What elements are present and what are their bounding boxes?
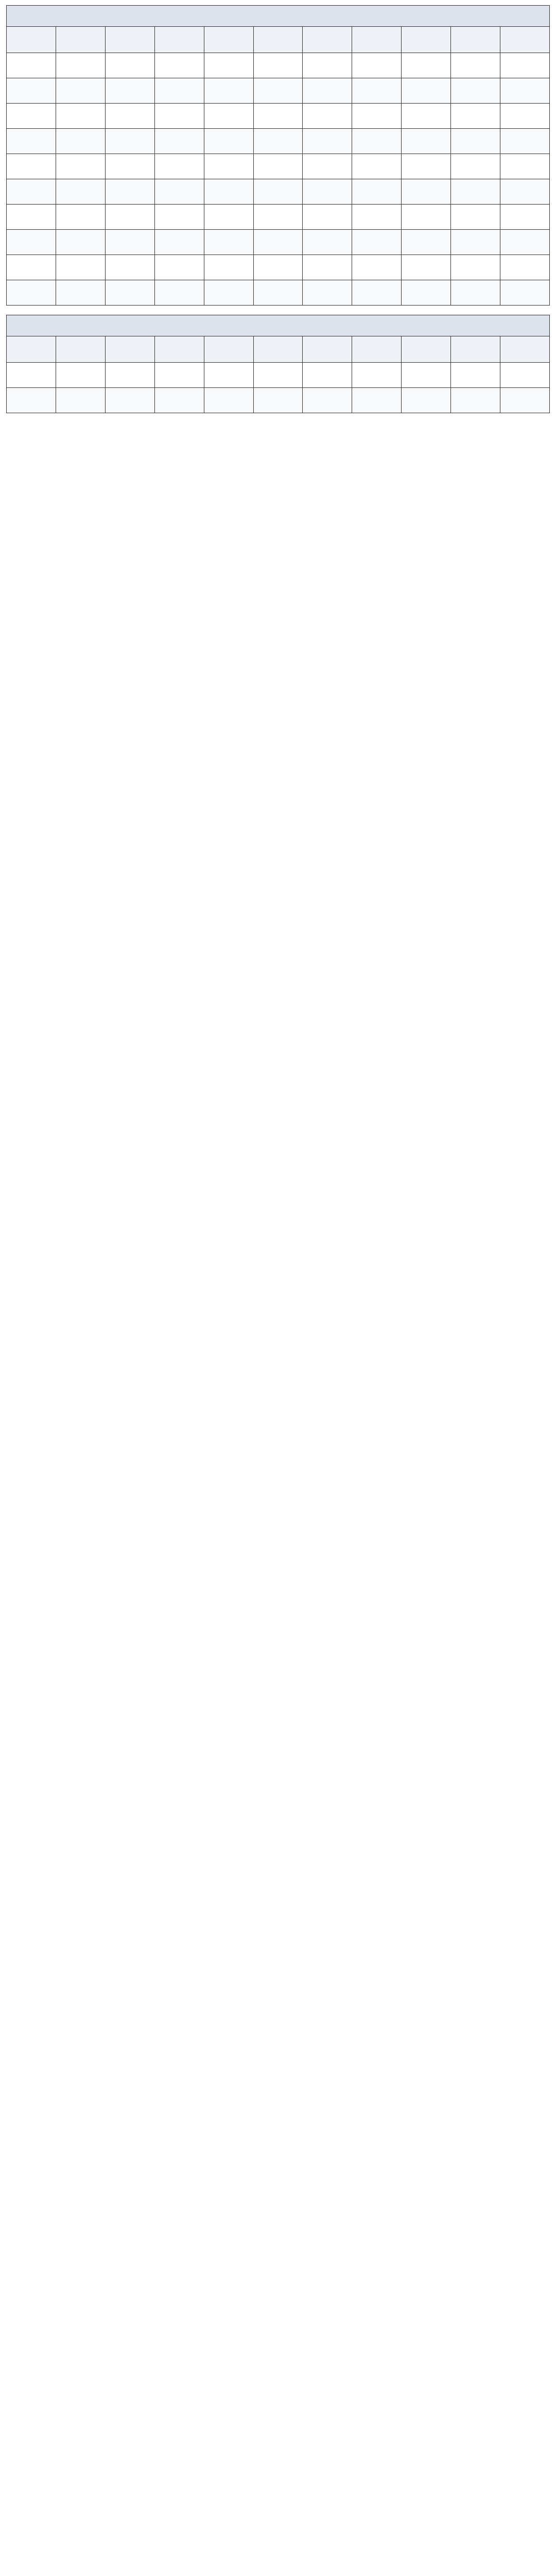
table-cell — [105, 280, 154, 306]
table-cell — [352, 230, 402, 255]
column-header — [7, 27, 56, 53]
table-cell — [303, 78, 352, 104]
table-row — [7, 230, 550, 255]
table-cell — [500, 388, 550, 413]
table-cell — [402, 78, 451, 104]
table-cell — [7, 104, 56, 129]
table-cell — [303, 179, 352, 205]
table-cell — [500, 255, 550, 280]
table-cell — [451, 154, 500, 179]
table-cell — [204, 154, 253, 179]
table-cell — [451, 388, 500, 413]
table-row — [7, 154, 550, 179]
column-header — [303, 27, 352, 53]
table-cell — [253, 205, 303, 230]
table-cell — [56, 230, 105, 255]
table-cell — [303, 363, 352, 388]
table-cell — [402, 230, 451, 255]
column-header — [500, 27, 550, 53]
column-header — [204, 27, 253, 53]
table-row — [7, 363, 550, 388]
table-cell — [500, 78, 550, 104]
table-cell — [154, 230, 204, 255]
table-cell — [451, 179, 500, 205]
table-header-row — [7, 27, 550, 53]
table-cell — [105, 154, 154, 179]
table-cell — [500, 129, 550, 154]
table-cell — [204, 104, 253, 129]
column-header — [303, 336, 352, 363]
table-cell — [352, 129, 402, 154]
table-cell — [253, 104, 303, 129]
table-cell — [7, 255, 56, 280]
table-cell — [154, 255, 204, 280]
table-cell — [352, 363, 402, 388]
table-row — [7, 388, 550, 413]
table-cell — [402, 363, 451, 388]
table-cell — [402, 104, 451, 129]
table-cell — [154, 388, 204, 413]
table-cell — [402, 179, 451, 205]
table-cell — [7, 78, 56, 104]
table-cell — [105, 205, 154, 230]
table-cell — [105, 78, 154, 104]
column-header — [253, 336, 303, 363]
table-row — [7, 179, 550, 205]
table-cell — [154, 78, 204, 104]
document-page — [0, 0, 556, 428]
table-cell — [56, 255, 105, 280]
table-cell — [402, 255, 451, 280]
table-cell — [7, 363, 56, 388]
table-cell — [253, 154, 303, 179]
data-table — [6, 26, 550, 306]
table-cell — [56, 104, 105, 129]
column-header — [105, 336, 154, 363]
table-cell — [352, 78, 402, 104]
table-cell — [303, 280, 352, 306]
table-cell — [500, 205, 550, 230]
table-cell — [402, 388, 451, 413]
table-cell — [402, 129, 451, 154]
table-cell — [303, 230, 352, 255]
table-cell — [154, 363, 204, 388]
table-cell — [451, 104, 500, 129]
table-title — [6, 5, 550, 26]
table-cell — [7, 388, 56, 413]
table-cell — [105, 363, 154, 388]
table-header-row — [7, 336, 550, 363]
table-cell — [352, 104, 402, 129]
table-cell — [303, 129, 352, 154]
table-cell — [352, 205, 402, 230]
table-cell — [204, 388, 253, 413]
table-cell — [253, 78, 303, 104]
column-header — [56, 336, 105, 363]
table-title — [6, 315, 550, 336]
column-header — [7, 336, 56, 363]
table-cell — [7, 230, 56, 255]
table-cell — [253, 255, 303, 280]
table-cell — [451, 255, 500, 280]
table-row — [7, 129, 550, 154]
table-cell — [352, 388, 402, 413]
table-cell — [352, 179, 402, 205]
table-cell — [56, 129, 105, 154]
table-cell — [253, 230, 303, 255]
column-header — [402, 27, 451, 53]
table-cell — [204, 363, 253, 388]
table-cell — [352, 280, 402, 306]
table-cell — [204, 78, 253, 104]
table-cell — [154, 154, 204, 179]
table-cell — [253, 179, 303, 205]
table-cell — [253, 388, 303, 413]
table-cell — [56, 78, 105, 104]
table-cell — [154, 104, 204, 129]
table-cell — [402, 205, 451, 230]
table-cell — [105, 388, 154, 413]
table-cell — [56, 53, 105, 78]
table-row — [7, 255, 550, 280]
table-cell — [451, 129, 500, 154]
table-cell — [303, 53, 352, 78]
table-cell — [56, 205, 105, 230]
table-row — [7, 205, 550, 230]
table-cell — [56, 280, 105, 306]
data-table — [6, 336, 550, 413]
table-cell — [7, 129, 56, 154]
table-cell — [154, 129, 204, 154]
table-cell — [352, 154, 402, 179]
table-cell — [204, 230, 253, 255]
table-cell — [56, 363, 105, 388]
table-cell — [105, 104, 154, 129]
table-cell — [204, 129, 253, 154]
table-cell — [7, 280, 56, 306]
table-cell — [303, 205, 352, 230]
table-cell — [500, 154, 550, 179]
table-cell — [7, 53, 56, 78]
table-cell — [154, 53, 204, 78]
table-cell — [500, 104, 550, 129]
column-header — [451, 27, 500, 53]
table-cell — [204, 280, 253, 306]
table-cell — [500, 280, 550, 306]
column-header — [204, 336, 253, 363]
column-header — [253, 27, 303, 53]
column-header — [352, 27, 402, 53]
table-cell — [7, 205, 56, 230]
table-row — [7, 104, 550, 129]
table-cell — [451, 363, 500, 388]
table-cell — [105, 255, 154, 280]
table-cell — [204, 179, 253, 205]
table-cell — [154, 280, 204, 306]
table-row — [7, 280, 550, 306]
table-cell — [105, 179, 154, 205]
table-cell — [500, 179, 550, 205]
table-cell — [56, 179, 105, 205]
column-header — [500, 336, 550, 363]
table-cell — [253, 280, 303, 306]
table-cell — [56, 154, 105, 179]
table-block — [6, 315, 550, 413]
column-header — [451, 336, 500, 363]
table-cell — [500, 230, 550, 255]
table-cell — [303, 388, 352, 413]
table-cell — [56, 388, 105, 413]
table-cell — [204, 205, 253, 230]
table-cell — [352, 255, 402, 280]
table-cell — [451, 230, 500, 255]
table-cell — [451, 78, 500, 104]
table-cell — [500, 53, 550, 78]
table-cell — [253, 53, 303, 78]
table-cell — [303, 104, 352, 129]
table-cell — [352, 53, 402, 78]
column-header — [105, 27, 154, 53]
table-cell — [451, 280, 500, 306]
column-header — [56, 27, 105, 53]
table-cell — [303, 255, 352, 280]
table-cell — [204, 53, 253, 78]
table-cell — [402, 154, 451, 179]
table-cell — [451, 205, 500, 230]
table-cell — [451, 53, 500, 78]
table-cell — [253, 129, 303, 154]
column-header — [154, 27, 204, 53]
table-cell — [154, 179, 204, 205]
table-cell — [500, 363, 550, 388]
table-cell — [105, 129, 154, 154]
table-cell — [105, 230, 154, 255]
table-cell — [7, 179, 56, 205]
table-cell — [7, 154, 56, 179]
table-block — [6, 5, 550, 306]
table-cell — [105, 53, 154, 78]
column-header — [154, 336, 204, 363]
table-cell — [204, 255, 253, 280]
column-header — [402, 336, 451, 363]
table-cell — [154, 205, 204, 230]
table-cell — [253, 363, 303, 388]
table-cell — [303, 154, 352, 179]
table-row — [7, 78, 550, 104]
column-header — [352, 336, 402, 363]
table-cell — [402, 280, 451, 306]
table-cell — [402, 53, 451, 78]
table-row — [7, 53, 550, 78]
